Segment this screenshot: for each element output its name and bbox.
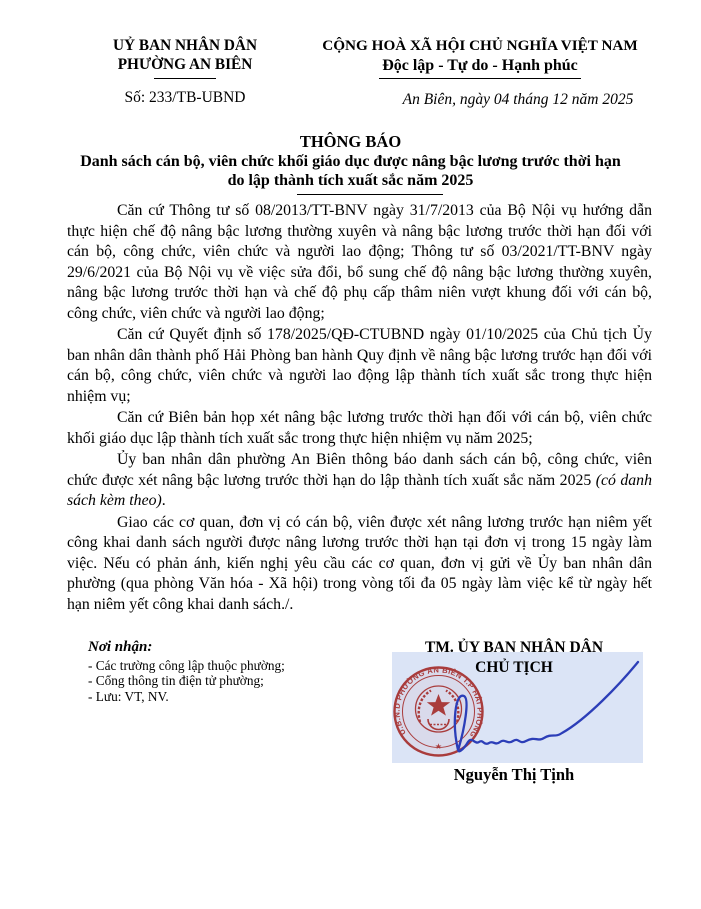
document-subject-line1: Danh sách cán bộ, viên chức khối giáo dục được nâng bậc lương trước thời hạn <box>80 153 621 170</box>
document-number: Số: 233/TB-UBND <box>124 89 246 106</box>
signer-name: Nguyễn Thị Tịnh <box>453 765 575 784</box>
body-paragraph-4 <box>67 450 652 512</box>
official-seal-stamp <box>392 665 484 755</box>
place-dateline: An Biên, ngày 04 tháng 12 năm 2025 <box>402 91 634 108</box>
recipient-item: - Cổng thông tin điện tử phường; <box>88 673 264 689</box>
body-paragraph-2: Căn cứ Quyết định số 178/2025/QĐ-CTUBND ngày 01/10/2025 của Chủ tịch Ủy ban nhân dân thành phố Hải Phòng ban hành Quy định về nâng bậc lương trước hạn đối với cán bộ, công chức, viên chức và người lao động lập thành tích xuất sắc trong thực hiện nhiệm vụ; <box>67 326 652 405</box>
issuer-block <box>70 36 300 79</box>
paragraph-4-main-text: Ủy ban nhân dân phường An Biên thông báo danh sách cán bộ, công chức, viên chức được xét nâng bậc lương trước thời hạn do lập thành tích xuất sắc năm 2025 <box>67 451 652 489</box>
body-paragraph-1: Căn cứ Thông tư số 08/2013/TT-BNV ngày 31/7/2013 của Bộ Nội vụ hướng dẫn thực hiện chế độ nâng bậc lương thường xuyên và nâng bậc lương trước thời hạn đối với cán bộ, công chức, viên chức và người lao động; Thông tư số 03/2021/TT-BNV ngày 29/6/2021 của Bộ Nội vụ về việc sửa đổi, bổ sung chế độ nâng bậc lương thường xuyên, nâng bậc lương trước thời hạn và chế độ phụ cấp thâm niên vượt khung đối với cán bộ, công chức, viên chức và người lao động; <box>67 202 652 322</box>
motto-underline <box>379 78 581 79</box>
document-subject-line2: do lập thành tích xuất sắc năm 2025 <box>227 172 474 189</box>
issuer-name-line2: PHƯỜNG AN BIÊN <box>117 56 253 73</box>
title-block <box>0 131 701 195</box>
paragraph-4-tail: . <box>161 492 166 509</box>
signing-authority-block <box>385 638 643 678</box>
recipients-block <box>88 639 358 704</box>
recipient-item: - Các trường công lập thuộc phường; <box>88 658 285 673</box>
national-title: CỘNG HOÀ XÃ HỘI CHỦ NGHĨA VIỆT NAM <box>322 37 638 54</box>
body-paragraph-3: Căn cứ Biên bản họp xét nâng bậc lương trước thời hạn đối với cán bộ, viên chức khối giáo dục lập thành tích xuất sắc trong thực hiện nhiệm vụ năm 2025; <box>67 409 652 447</box>
recipient-item: - Lưu: VT, NV. <box>88 688 169 704</box>
recipients-label: Nơi nhận: <box>88 639 153 655</box>
document-body <box>67 201 652 616</box>
signing-title: CHỦ TỊCH <box>475 659 553 676</box>
body-paragraph-5: Giao các cơ quan, đơn vị có cán bộ, viên được xét nâng lương trước hạn niêm yết công khai danh sách người được nâng lương trước thời hạn tại đơn vị trong 15 ngày làm việc. Nếu có phản ánh, kiến nghị yêu cầu các cơ quan, đơn vị gửi về Ủy ban nhân dân phường (qua phòng Văn hóa - Xã hội) trong vòng tối đa 05 ngày làm việc kể từ ngày hết hạn niêm yết công khai danh sách./. <box>67 513 652 613</box>
national-header-block <box>290 36 670 79</box>
signing-org: TM. ỦY BAN NHÂN DÂN <box>424 639 604 656</box>
national-motto: Độc lập - Tự do - Hạnh phúc <box>382 57 578 74</box>
issuer-underline <box>154 78 216 79</box>
document-type-title: THÔNG BÁO <box>299 132 402 151</box>
seal-bottom-star: ★ <box>434 742 443 751</box>
attachment-note: (có danh sách kèm theo) <box>67 471 652 509</box>
seal-arc-text: U.B.N.D PHƯỜNG AN BIÊN T.P HẢI PHÒNG <box>392 665 485 740</box>
issuer-name-line1: UỶ BAN NHÂN DÂN <box>112 37 258 54</box>
title-underline <box>297 194 443 195</box>
